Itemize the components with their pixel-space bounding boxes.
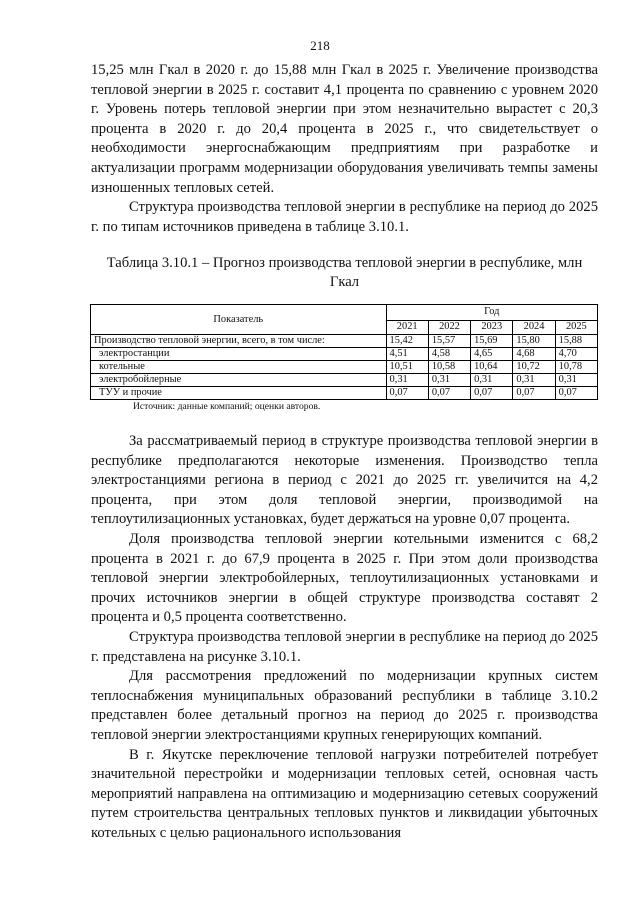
cell-value: 15,69 xyxy=(471,335,513,348)
table-row xyxy=(91,335,598,348)
cell-value: 4,68 xyxy=(513,348,555,361)
cell-value: 0,31 xyxy=(555,374,597,387)
year-2025: 2025 xyxy=(555,320,597,334)
table-caption: Таблица 3.10.1 – Прогноз производства тепловой энергии в республике, млн Гкал xyxy=(106,255,583,290)
cell-value: 15,57 xyxy=(428,335,470,348)
paragraph: За рассматриваемый период в структуре производства тепловой энергии в республике предполагаются некоторые изменения. Производство тепла электростанциями региона в период с 2021 до 2025 гг. увеличится на 4,2 процента, при этом доля тепловой энергии, производимой на теплоутилизационных установках, будет держаться на уровне 0,07 процента. xyxy=(91,433,598,528)
cell-value: 0,31 xyxy=(471,374,513,387)
table-row xyxy=(91,387,598,400)
intro-text xyxy=(91,61,598,237)
cell-value: 0,07 xyxy=(471,387,513,400)
cell-value: 0,31 xyxy=(428,374,470,387)
row-label: котельные xyxy=(91,361,387,374)
page-number: 218 xyxy=(310,38,330,53)
cell-value: 10,72 xyxy=(513,361,555,374)
cell-value: 15,42 xyxy=(386,335,428,348)
paragraph: В г. Якутске переключение тепловой нагрузки потребителей потребует значительной перестройки и модернизации тепловых сетей, основная часть мероприятий направлена на оптимизацию и модернизацию сетевых сооружений путем строительства центральных тепловых пунктов и ликвидации убыточных котельных с целью рационального использования xyxy=(91,746,598,841)
cell-value: 10,64 xyxy=(471,361,513,374)
cell-value: 10,78 xyxy=(555,361,597,374)
body-text xyxy=(91,432,598,843)
table-source-note: Источник: данные компаний; оценки авторов. xyxy=(133,401,321,412)
row-label: Производство тепловой энергии, всего, в том числе: xyxy=(91,335,387,348)
row-label: электробойлерные xyxy=(91,374,387,387)
table-row xyxy=(91,348,598,361)
forecast-table-container xyxy=(90,304,598,413)
row-label: ТУУ и прочие xyxy=(91,387,387,400)
paragraph: 15,25 млн Гкал в 2020 г. до 15,88 млн Гкал в 2025 г. Увеличение производства тепловой энергии в 2025 г. составит 4,1 процента по сравнению с уровнем 2020 г. Уровень потерь тепловой энергии при этом незначительно вырастет с 20,3 процента в 2020 г. до 20,4 процента в 2025 г., что свидетельствует о необходимости энергоснабжающим предприятиям при разработке и актуализации программ модернизации оборудования увеличивать темпы замены изношенных тепловых сетей. xyxy=(91,62,598,196)
cell-value: 4,58 xyxy=(428,348,470,361)
cell-value: 0,31 xyxy=(386,374,428,387)
paragraph: Доля производства тепловой энергии котельными изменится с 68,2 процента в 2021 г. до 67,9 процента в 2025 г. При этом доли производства тепловой энергии электробойлерных, теплоутилизационных установками и прочих источников энергии в общей структуре производства составят 2 процента и 0,5 процента соответственно. xyxy=(91,530,598,626)
year-2024: 2024 xyxy=(513,320,555,334)
cell-value: 10,58 xyxy=(428,361,470,374)
header-year: Год xyxy=(386,305,597,321)
cell-value: 0,07 xyxy=(428,387,470,400)
cell-value: 15,88 xyxy=(555,335,597,348)
paragraph: Для рассмотрения предложений по модернизации крупных систем теплоснабжения муниципальных образований республики в таблице 3.10.2 представлен более детальный прогноз на период до 2025 г. производства тепловой энергии электростанциями крупных генерирующих компаний. xyxy=(91,668,598,743)
cell-value: 4,70 xyxy=(555,348,597,361)
row-label: электростанции xyxy=(91,348,387,361)
paragraph: Структура производства тепловой энергии в республике на период до 2025 г. представлена на рисунке 3.10.1. xyxy=(91,628,598,665)
cell-value: 10,51 xyxy=(386,361,428,374)
table-row xyxy=(91,374,598,387)
cell-value: 4,51 xyxy=(386,348,428,361)
cell-value: 0,07 xyxy=(386,387,428,400)
forecast-table xyxy=(90,304,598,400)
header-indicator: Показатель xyxy=(91,305,387,335)
year-2022: 2022 xyxy=(428,320,470,334)
year-2021: 2021 xyxy=(386,320,428,334)
year-2023: 2023 xyxy=(471,320,513,334)
table-row xyxy=(91,361,598,374)
cell-value: 0,07 xyxy=(513,387,555,400)
cell-value: 0,07 xyxy=(555,387,597,400)
paragraph: Структура производства тепловой энергии в республике на период до 2025 г. по типам источников приведена в таблице 3.10.1. xyxy=(91,199,598,235)
cell-value: 4,65 xyxy=(471,348,513,361)
cell-value: 15,80 xyxy=(513,335,555,348)
cell-value: 0,31 xyxy=(513,374,555,387)
